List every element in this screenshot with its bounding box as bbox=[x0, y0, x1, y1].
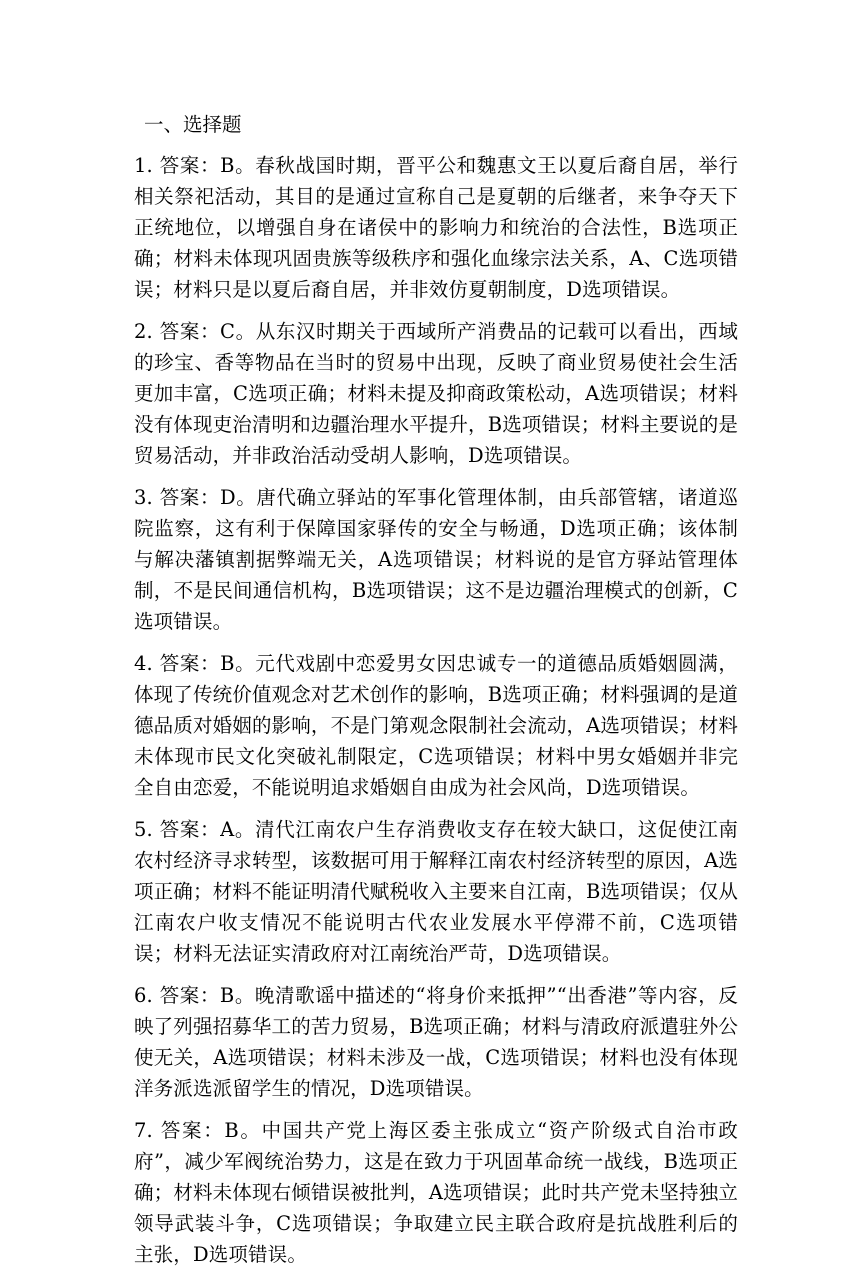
question-answer-text: 答案：B。中国共产党上海区委主张成立“资产阶级式自治市政府”，减少军阀统治势力，这是在致力于巩固革命统一战线，B选项正确；材料未体现右倾错误被批判，A选项错误；此时共产党未坚持独立领导武装斗争，C选项错误；争取建立民主联合政府是抗战胜利后的主张，D选项错误。 bbox=[134, 1119, 739, 1266]
question-answer-text: 答案：B。春秋战国时期，晋平公和魏惠文王以夏后裔自居，举行相关祭祀活动，其目的是通过宣称自己是夏朝的后继者，来争夺天下正统地位，以增强自身在诸侯中的影响力和统治的合法性，B选项正确；材料未体现巩固贵族等级秩序和强化血缘宗法关系，A、C选项错误；材料只是以夏后裔自居，并非效仿夏朝制度，D选项错误。 bbox=[134, 154, 738, 301]
question-number: 3. bbox=[134, 486, 153, 509]
question-answer-text: 答案：B。元代戏剧中恋爱男女因忠诚专一的道德品质婚姻圆满，体现了传统价值观念对艺术创作的影响，B选项正确；材料强调的是道德品质对婚姻的影响，不是门第观念限制社会流动，A选项错误；材料未体现市民文化突破礼制限定，C选项错误；材料中男女婚姻并非完全自由恋爱，不能说明追求婚姻自由成为社会风尚，D选项错误。 bbox=[134, 652, 738, 799]
question-number: 7. bbox=[134, 1119, 153, 1142]
section-title: 一、选择题 bbox=[144, 113, 242, 136]
question-number: 4. bbox=[134, 652, 153, 675]
question-answer-text: 答案：A。清代江南农户生存消费收支存在较大缺口，这促使江南农村经济寻求转型，该数据可用于解释江南农村经济转型的原因，A选项正确；材料不能证明清代赋税收入主要来自江南，B选项错误；仅从江南农户收支情况不能说明古代农业发展水平停滞不前，C选项错误；材料无法证实清政府对江南统治严苛，D选项错误。 bbox=[134, 818, 738, 965]
question-number: 1. bbox=[134, 154, 153, 177]
question-number: 2. bbox=[134, 320, 153, 343]
question-answer-text: 答案：B。晚清歌谣中描述的“将身价来抵押”“出香港”等内容，反映了列强招募华工的苦力贸易，B选项正确；材料与清政府派遣驻外公使无关，A选项错误；材料未涉及一战，C选项错误；材料也没有体现洋务派选派留学生的情况，D选项错误。 bbox=[134, 984, 738, 1100]
question-item-1 bbox=[134, 150, 738, 305]
question-answer-text: 答案：C。从东汉时期关于西域所产消费品的记载可以看出，西域的珍宝、香等物品在当时的贸易中出现，反映了商业贸易使社会生活更加丰富，C选项正确；材料未提及抑商政策松动，A选项错误；材料没有体现吏治清明和边疆治理水平提升，B选项错误；材料主要说的是贸易活动，并非政治活动受胡人影响，D选项错误。 bbox=[134, 320, 738, 467]
question-item-2 bbox=[134, 316, 738, 471]
question-number: 5. bbox=[134, 818, 153, 841]
answer-content bbox=[134, 109, 738, 1281]
question-item-5 bbox=[134, 814, 738, 969]
question-item-6 bbox=[134, 980, 738, 1104]
question-item-3 bbox=[134, 482, 738, 637]
question-answer-text: 答案：D。唐代确立驿站的军事化管理体制，由兵部管辖，诸道巡院监察，这有利于保障国家驿传的安全与畅通，D选项正确；该体制与解决藩镇割据弊端无关，A选项错误；材料说的是官方驿站管理体制，不是民间通信机构，B选项错误；这不是边疆治理模式的创新，C选项错误。 bbox=[134, 486, 738, 633]
question-number: 6. bbox=[134, 984, 153, 1007]
question-item-7 bbox=[134, 1115, 738, 1270]
question-item-4 bbox=[134, 648, 738, 803]
